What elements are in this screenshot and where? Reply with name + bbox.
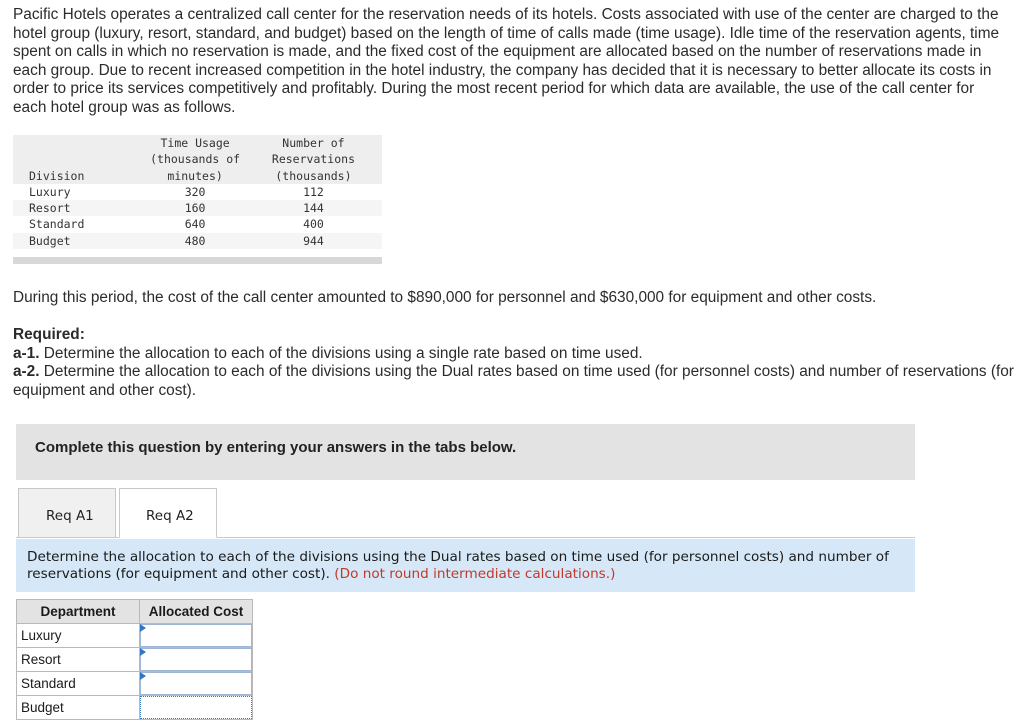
department-cell: Budget — [17, 696, 140, 720]
resort-cost-cell — [140, 648, 253, 672]
table-row — [17, 696, 253, 720]
department-cell: Standard — [17, 672, 140, 696]
time-cell: 480 — [145, 233, 245, 249]
a2-label: a-2. — [13, 363, 40, 380]
input-flag-icon — [140, 624, 146, 632]
standard-cost-cell — [140, 672, 253, 696]
table-row — [13, 216, 382, 232]
required-section — [13, 326, 1024, 400]
input-flag-icon — [140, 672, 146, 680]
table-row — [13, 233, 382, 249]
department-cell: Resort — [17, 648, 140, 672]
department-cell: Luxury — [17, 624, 140, 648]
tab-label: Req A1 — [46, 508, 94, 524]
luxury-cost-input[interactable] — [140, 624, 252, 647]
round-warning: (Do not round intermediate calculations.) — [334, 566, 616, 582]
instructions-banner — [16, 424, 915, 480]
division-cell: Luxury — [13, 184, 145, 200]
header-reservations: Number of Reservations (thousands) — [271, 136, 355, 183]
input-flag-icon — [140, 648, 146, 656]
division-cell: Resort — [13, 200, 145, 216]
time-cell: 160 — [145, 200, 245, 216]
header-division: Division — [29, 168, 85, 183]
time-cell: 320 — [145, 184, 245, 200]
table-row — [13, 200, 382, 216]
header-time-usage: Time Usage (thousands of minutes) — [150, 136, 241, 183]
instructions-text: Determine the allocation to each of the divisions using the Dual rates based on time used (for personnel costs) and number of reservations (for equipment and other cost). (Do not round intermediate calculations.) — [27, 549, 889, 582]
header-allocated-cost: Allocated Cost — [140, 600, 253, 624]
allocation-answer-table — [16, 599, 253, 720]
required-heading: Required: — [13, 326, 85, 343]
table-row — [17, 624, 253, 648]
table-row — [17, 672, 253, 696]
table-header-row — [13, 135, 382, 184]
answer-header-row — [17, 600, 253, 624]
budget-cost-input[interactable] — [140, 696, 252, 719]
a2-text: Determine the allocation to each of the divisions using the Dual rates based on time used (for personnel costs) and number of reservations (for equipment and other cost). — [13, 363, 1014, 399]
luxury-cost-cell — [140, 624, 253, 648]
resort-cost-input[interactable] — [140, 648, 252, 671]
tab-instructions — [16, 539, 915, 592]
table-bottom-bar — [13, 257, 382, 264]
tab-label: Req A2 — [146, 508, 194, 524]
header-department: Department — [17, 600, 140, 624]
division-cell: Standard — [13, 216, 145, 232]
reservations-cell: 944 — [245, 233, 382, 249]
reservations-cell: 112 — [245, 184, 382, 200]
division-cell: Budget — [13, 233, 145, 249]
table-row — [13, 184, 382, 200]
problem-intro: Pacific Hotels operates a centralized call center for the reservation needs of its hotels. Costs associated with use of the center are charged to the hotel group (luxury, resort, standard, and budget) based on the length of time of calls made (time usage). Idle time of the reservation agents, time spent on calls in which no reservation is made, and the fixed cost of the equipment are allocated based on the number of reservations made in each group. Due to recent increased competition in the hotel industry, the company has decided that it is necessary to better allocate its costs in order to price its services competitively and profitably. During the most recent period for which data are available, the use of the call center for each hotel group was as follows. — [13, 6, 1000, 116]
a1-label: a-1. — [13, 344, 40, 362]
standard-cost-input[interactable] — [140, 672, 252, 695]
tab-req-a1[interactable] — [18, 488, 116, 537]
reservations-cell: 400 — [245, 216, 382, 232]
time-cell: 640 — [145, 216, 245, 232]
cost-paragraph: During this period, the cost of the call center amounted to $890,000 for personnel and $630,000 for equipment and other costs. — [13, 289, 877, 306]
banner-text: Complete this question by entering your answers in the tabs below. — [35, 439, 517, 456]
budget-cost-cell — [140, 696, 253, 720]
tab-req-a2[interactable] — [119, 488, 217, 538]
reservations-cell: 144 — [245, 200, 382, 216]
table-row — [17, 648, 253, 672]
call-center-usage-table — [13, 135, 382, 249]
a1-text: Determine the allocation to each of the divisions using a single rate based on time used. — [39, 344, 643, 362]
